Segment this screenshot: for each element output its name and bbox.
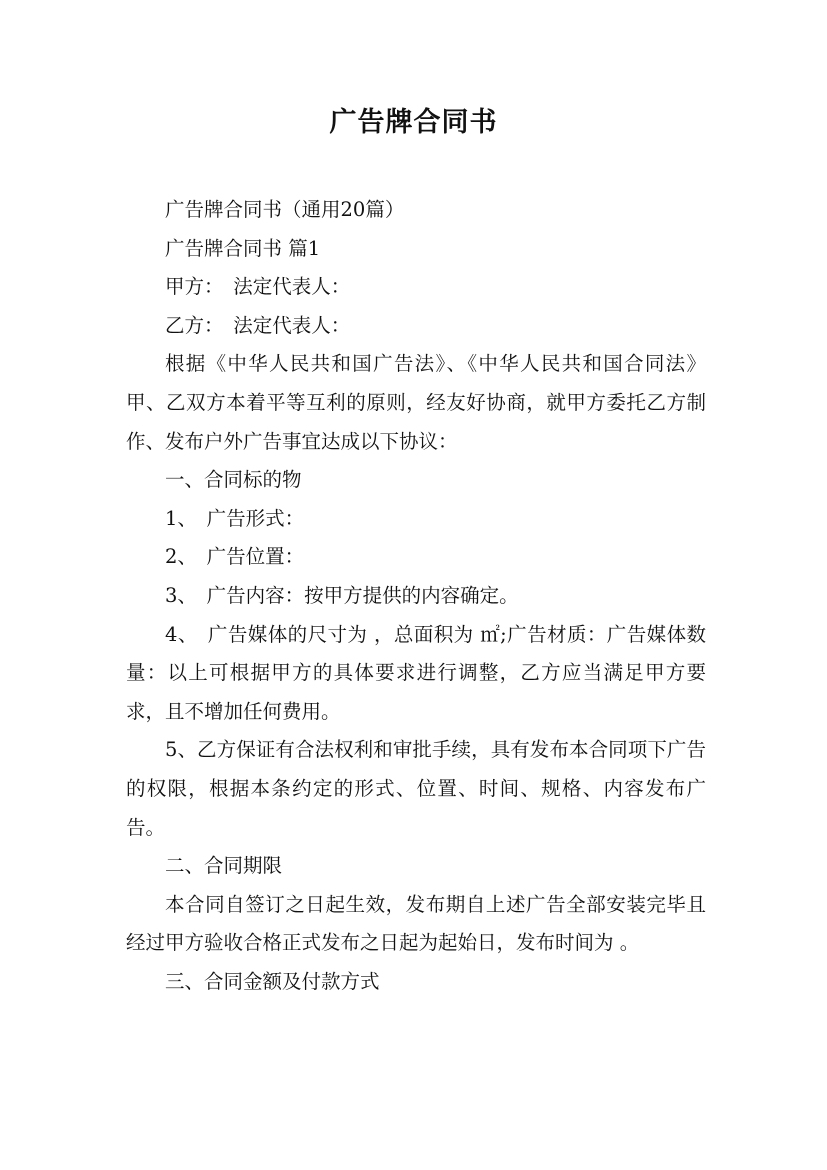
paragraph-party-a: 甲方： 法定代表人：	[165, 275, 351, 299]
clause-2: 2、 广告位置：	[165, 545, 305, 569]
section-heading-term: 二、合同期限	[165, 854, 283, 878]
section-heading-payment: 三、合同金额及付款方式	[165, 969, 380, 993]
paragraph-party-b: 乙方： 法定代表人：	[165, 313, 351, 337]
paragraph-term: 本合同自签订之日起生效，发布期自上述广告全部安装完毕且经过甲方验收合格正式发布之日起为起始日，发布时间为 。	[126, 892, 706, 955]
clause-5: 5、乙方保证有合法权利和审批手续，具有发布本合同项下广告的权限，根据本条约定的形式、位置、时间、规格、内容发布广告。	[126, 738, 706, 839]
document-title: 广告牌合同书	[329, 107, 498, 138]
clause-4: 4、 广告媒体的尺寸为 ，总面积为 ㎡;广告材质：广告媒体数量：以上可根据甲方的具体要求进行调整，乙方应当满足甲方要求，且不增加任何费用。	[126, 622, 706, 723]
paragraph-preamble: 根据《中华人民共和国广告法》、《中华人民共和国合同法》甲、乙双方本着平等互利的原则，经友好协商，就甲方委托乙方制作、发布户外广告事宜达成以下协议：	[126, 352, 706, 453]
paragraph-subtitle: 广告牌合同书（通用20篇）	[165, 198, 405, 221]
section-heading-subject: 一、合同标的物	[165, 468, 302, 492]
document-body	[126, 191, 706, 1001]
clause-1: 1、 广告形式：	[165, 506, 305, 530]
clause-3: 3、 广告内容：按甲方提供的内容确定。	[165, 583, 519, 607]
paragraph-article-heading: 广告牌合同书 篇1	[165, 236, 321, 260]
